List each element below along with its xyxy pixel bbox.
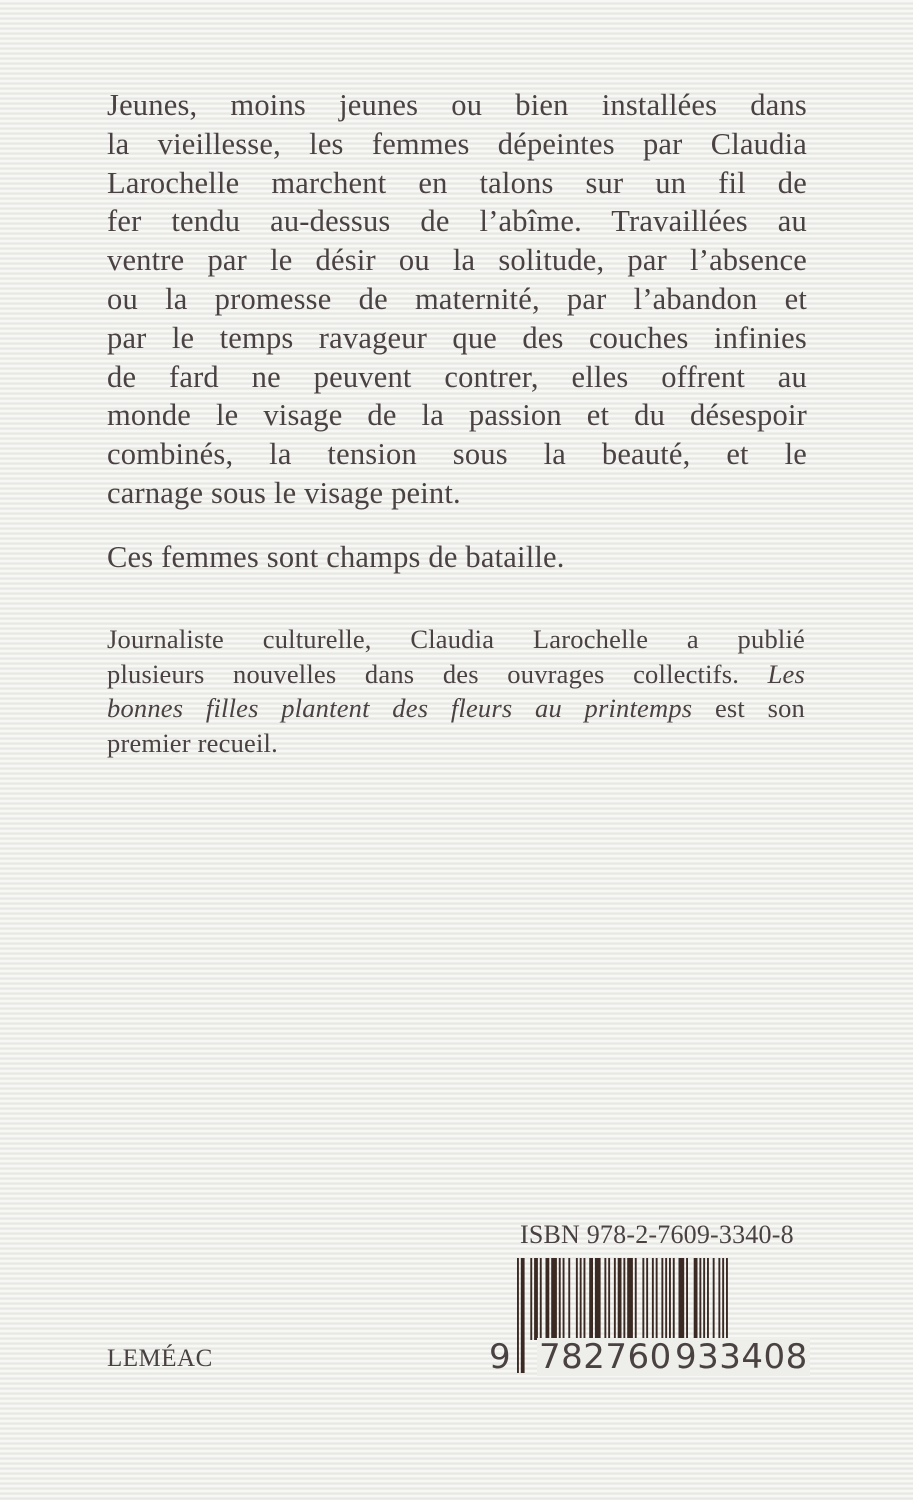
isbn-number: ISBN 978-2-7609-3340-8 [520, 1220, 794, 1249]
barcode-bar [584, 1258, 586, 1340]
barcode-bar [568, 1258, 570, 1340]
barcode-bar [618, 1258, 622, 1340]
barcode-bar [580, 1258, 582, 1340]
barcode-digits-right: 933408 [675, 1337, 808, 1377]
barcode-bar [540, 1258, 542, 1340]
barcode-bar [595, 1258, 601, 1340]
barcode-bar [722, 1258, 724, 1340]
blurb-line: combinés, la tension sous la beauté, et le [107, 437, 807, 472]
barcode-bar [713, 1258, 715, 1340]
blurb-closing [107, 538, 807, 577]
barcode-bar [614, 1258, 616, 1340]
barcode-bar [623, 1258, 625, 1340]
barcode-bar [652, 1258, 654, 1340]
blurb-line: par le temps ravageur que des couches infinies [107, 320, 807, 355]
barcode-digits-left: 782760 [539, 1337, 672, 1377]
barcode-bar [534, 1258, 538, 1340]
bio-text: plusieurs nouvelles dans des ouvrages collectifs. [107, 658, 740, 689]
barcode-bar [707, 1258, 709, 1340]
barcode-bar [530, 1258, 532, 1340]
barcode-bar [665, 1258, 667, 1340]
barcode-bar [546, 1258, 550, 1340]
bio-line: premier recueil. [107, 727, 278, 758]
barcode-bar [718, 1258, 720, 1340]
author-bio [107, 622, 805, 760]
barcode-bar [669, 1258, 671, 1340]
barcode-bar [604, 1258, 606, 1340]
blurb-line: fer tendu au-dessus de l’abîme. Travaillées au [107, 204, 807, 239]
blurb-line: carnage sous le visage peint. [107, 475, 461, 510]
barcode-digit-prefix: 9 [489, 1337, 512, 1377]
barcode-bar [551, 1258, 557, 1340]
book-title-part: bonnes filles plantent des fleurs au printemps [107, 693, 693, 723]
barcode-bar [694, 1258, 698, 1340]
barcode-bar [563, 1258, 565, 1340]
blurb-closing-text: Ces femmes sont champs de bataille. [107, 540, 565, 574]
barcode-bar [699, 1258, 701, 1340]
bio-line: Journaliste culturelle, Claudia Larochelle a publié [107, 624, 805, 654]
book-title-part: Les [767, 658, 806, 689]
bio-line [107, 691, 805, 726]
barcode-bar [703, 1258, 705, 1340]
bio-text: est son [714, 693, 805, 723]
blurb-line: Jeunes, moins jeunes ou bien installées dans [107, 88, 807, 122]
barcode-bar [679, 1258, 685, 1340]
blurb-line: ventre par le désir ou la solitude, par l’absence [107, 243, 807, 278]
back-cover-blurb [107, 86, 807, 513]
barcode-bar [559, 1258, 561, 1340]
barcode-bar [642, 1258, 644, 1340]
barcode-bar [686, 1258, 688, 1340]
blurb-line: ou la promesse de maternité, par l’abandon et [107, 281, 807, 316]
blurb-line: Larochelle marchent en talons sur un fil de [107, 165, 807, 200]
barcode-bar [673, 1258, 675, 1340]
barcode-bar [656, 1258, 658, 1340]
barcode-bar [521, 1258, 525, 1373]
barcode-bar [608, 1258, 610, 1340]
blurb-line: la vieillesse, les femmes dépeintes par Claudia [107, 126, 807, 161]
barcode-bar [646, 1258, 648, 1340]
blurb-line: de fard ne peuvent contrer, elles offrent au [107, 359, 807, 394]
blurb-line: monde le visage de la passion et du désespoir [107, 398, 807, 433]
barcode-bar [517, 1258, 519, 1373]
barcode-bar [576, 1258, 578, 1340]
barcode-bar [661, 1258, 663, 1340]
publisher-logo: LEMÉAC [107, 1345, 213, 1372]
bio-line [107, 657, 805, 692]
barcode-bar [589, 1258, 593, 1340]
